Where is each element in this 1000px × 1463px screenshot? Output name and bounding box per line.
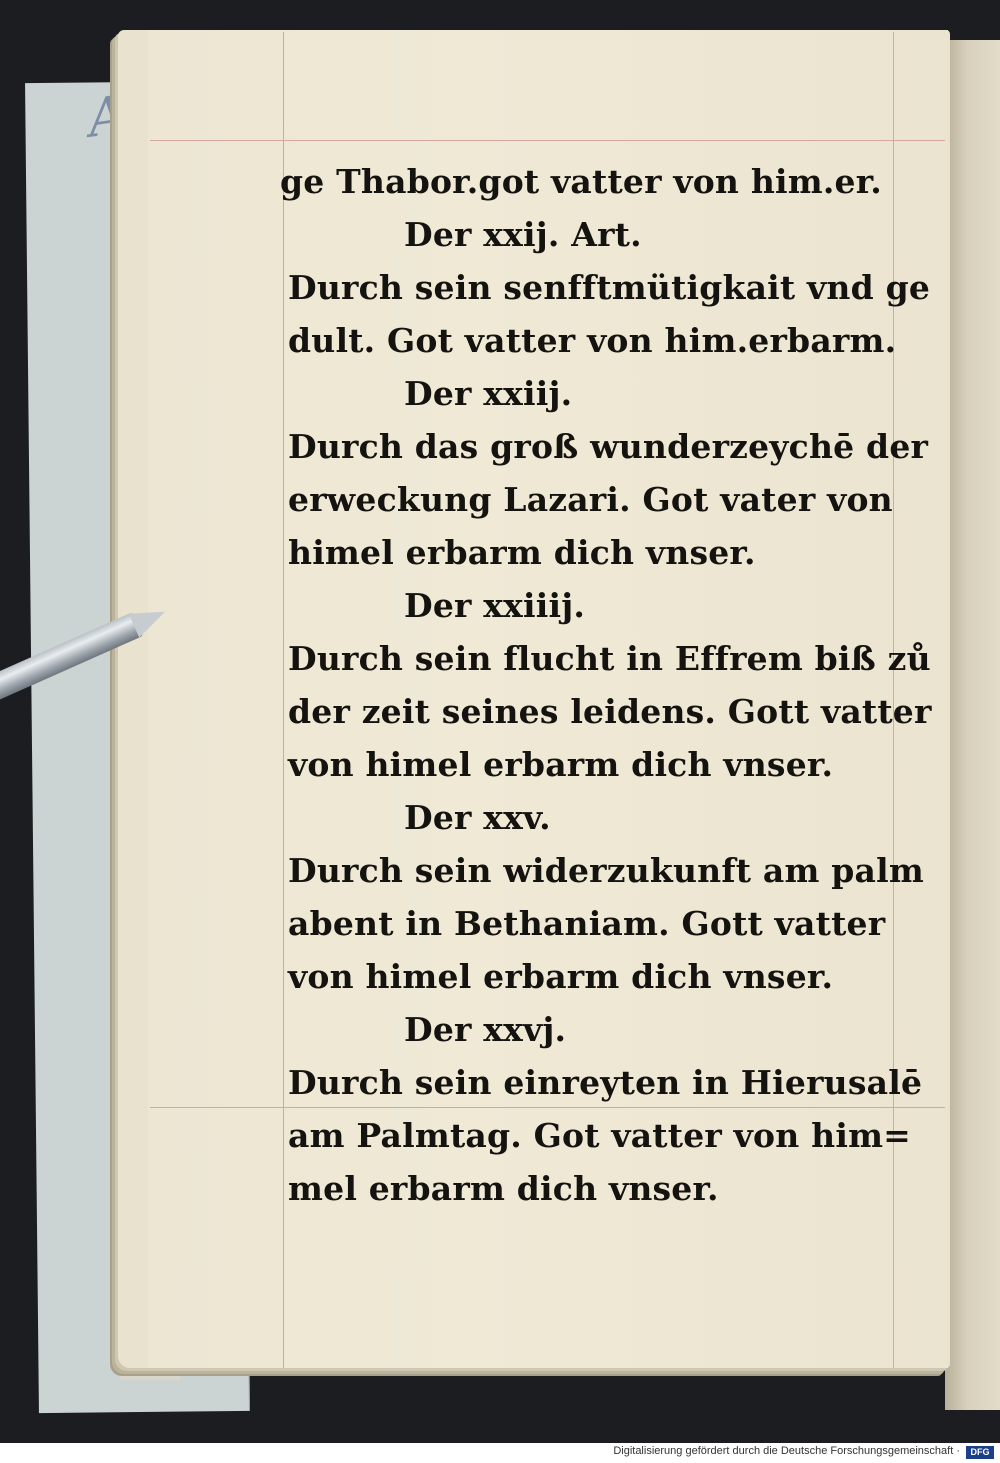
- facing-page-edge: [945, 40, 1000, 1410]
- footer-credit: Digitalisierung gefördert durch die Deutsche Forschungsgemeinschaft ·: [613, 1445, 960, 1457]
- text-line: von himel erbarm dich vnser.: [288, 745, 834, 784]
- dfg-logo: DFG: [966, 1446, 994, 1459]
- text-line: Durch sein senfftmütigkait vnd ge: [288, 268, 931, 307]
- text-line: abent in Bethaniam. Gott vatter: [288, 904, 886, 943]
- text-line: am Palmtag. Got vatter von him=: [288, 1116, 912, 1155]
- footer-bar: [0, 1443, 1000, 1463]
- section-heading: Der xxvj.: [404, 1010, 567, 1049]
- ruling-left: [283, 32, 284, 1368]
- text-line: Durch sein flucht in Effrem biß zů: [288, 639, 931, 678]
- text-line: von himel erbarm dich vnser.: [288, 957, 834, 996]
- text-line: erweckung Lazari. Got vater von: [288, 480, 893, 519]
- text-line: himel erbarm dich vnser.: [288, 533, 756, 572]
- section-heading: Der xxij. Art.: [404, 215, 642, 254]
- text-line: dult. Got vatter von him.erbarm.: [288, 321, 897, 360]
- text-line: ge Thabor.got vatter von him.er.: [280, 162, 882, 201]
- text-line: Durch sein widerzukunft am palm: [288, 851, 924, 890]
- text-line: Durch sein einreyten in Hierusalē: [288, 1063, 923, 1102]
- section-heading: Der xxv.: [404, 798, 551, 837]
- section-heading: Der xxiiij.: [404, 586, 586, 625]
- text-line: Durch das groß wunderzeychē der: [288, 427, 929, 466]
- text-block: [280, 155, 932, 1215]
- ruling-top: [150, 140, 945, 141]
- text-line: mel erbarm dich vnser.: [288, 1169, 719, 1208]
- text-line: der zeit seines leidens. Gott vatter: [288, 692, 932, 731]
- section-heading: Der xxiij.: [404, 374, 573, 413]
